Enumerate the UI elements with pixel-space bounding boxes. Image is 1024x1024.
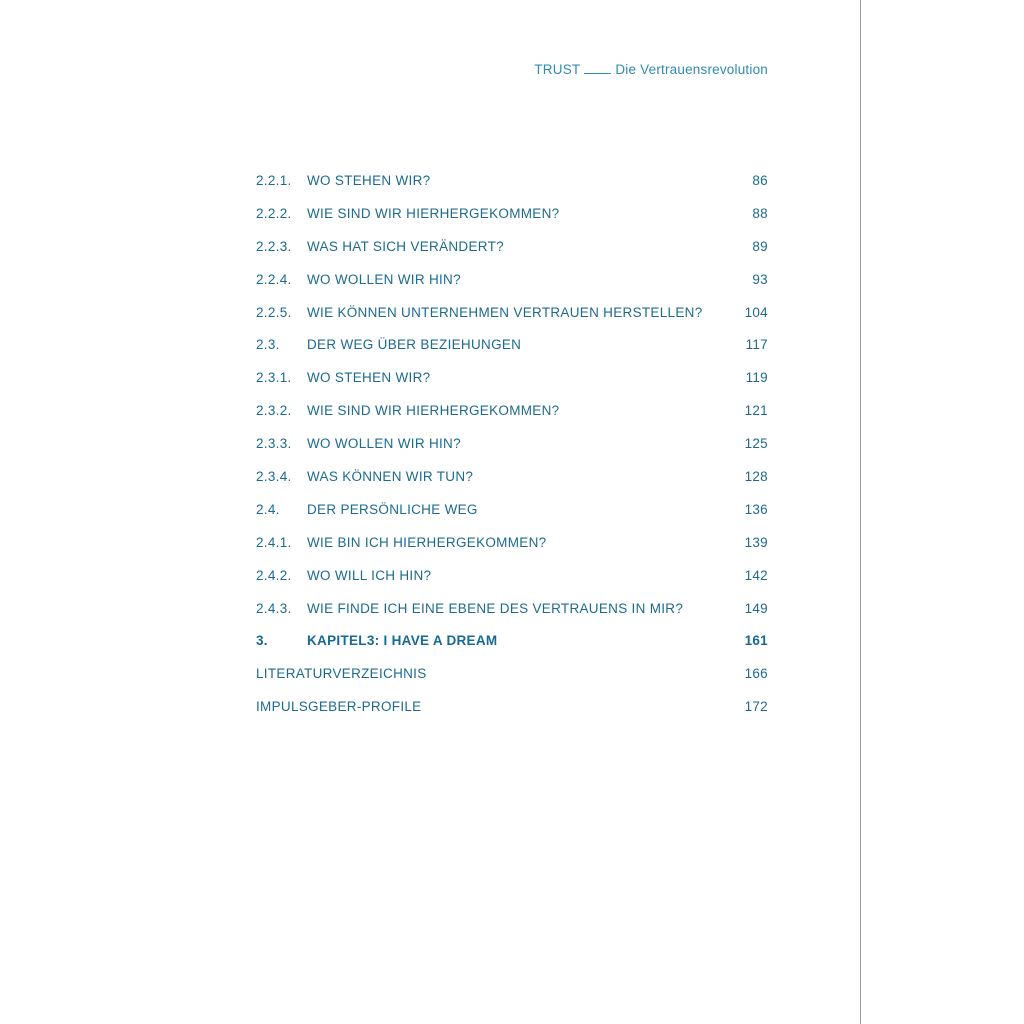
book-title: TRUST [534, 62, 581, 77]
toc-entry-page-number: 104 [744, 304, 768, 320]
toc-entry-title: WAS KÖNNEN WIR TUN? [307, 469, 474, 485]
toc-entry[interactable] [256, 367, 768, 400]
toc-entry-page-number: 142 [744, 567, 768, 583]
toc-entry-page-number: 172 [744, 699, 768, 715]
toc-entry[interactable] [256, 302, 768, 335]
toc-entry-title: WO WOLLEN WIR HIN? [307, 271, 461, 287]
toc-entry-number: 2.4.1. [256, 534, 292, 550]
toc-entry-page-number: 88 [752, 205, 768, 221]
toc-entry[interactable] [256, 433, 768, 466]
toc-entry-page-number: 125 [744, 436, 768, 452]
toc-entry-number: 2.4.2. [256, 567, 292, 583]
toc-entry-title: DER PERSÖNLICHE WEG [307, 501, 478, 517]
toc-entry-number: 2.4.3. [256, 600, 292, 616]
toc-entry-title: WO STEHEN WIR? [307, 370, 431, 386]
toc-entry[interactable] [256, 663, 768, 696]
toc-entry[interactable] [256, 565, 768, 598]
toc-entry-number: 2.3.4. [256, 469, 292, 485]
toc-entry-title: WO WILL ICH HIN? [307, 567, 432, 583]
toc-entry[interactable] [256, 630, 768, 663]
toc-entry-number: 2.2.5. [256, 304, 292, 320]
toc-entry-number: 2.3. [256, 337, 280, 353]
toc-entry-number: 2.2.2. [256, 205, 292, 221]
toc-entry-number: 2.2.1. [256, 173, 292, 188]
toc-entry-number: 3. [256, 633, 268, 649]
toc-entry-number: 2.2.4. [256, 271, 292, 287]
toc-entry-title: IMPULSGEBER-PROFILE [256, 699, 422, 715]
toc-entry[interactable] [256, 170, 768, 203]
toc-entry-title: WAS HAT SICH VERÄNDERT? [307, 238, 504, 254]
toc-entry-title: LITERATURVERZEICHNIS [256, 666, 427, 682]
toc-entry[interactable] [256, 269, 768, 302]
toc-entry-page-number: 119 [745, 370, 768, 386]
toc-entry-number: 2.3.2. [256, 403, 292, 419]
toc-entry-page-number: 149 [744, 600, 768, 616]
toc-entry-title: WIE KÖNNEN UNTERNEHMEN VERTRAUEN HERSTELLEN? [307, 304, 703, 320]
toc-entry-title: WIE FINDE ICH EINE EBENE DES VERTRAUENS IN MIR? [307, 600, 684, 616]
toc-entry-page-number: 139 [744, 534, 768, 550]
toc-entry-number: 2.3.1. [256, 370, 292, 386]
toc-entry-page-number: 161 [744, 633, 768, 649]
toc-entry-title: KAPITEL3: I HAVE A DREAM [307, 633, 498, 649]
toc-entry[interactable] [256, 203, 768, 236]
toc-entry-number: 2.4. [256, 501, 280, 517]
book-subtitle: Die Vertrauensrevolution [615, 62, 768, 77]
toc-entry[interactable] [256, 236, 768, 269]
toc-entry-page-number: 136 [744, 501, 768, 517]
page-edge-divider [860, 0, 861, 1024]
toc-entry-title: WIE SIND WIR HIERHERGEKOMMEN? [307, 403, 560, 419]
toc-entry[interactable] [256, 696, 768, 729]
toc-entry-page-number: 128 [744, 469, 768, 485]
toc-entry-title: WO STEHEN WIR? [307, 173, 431, 188]
toc-entry-number: 2.3.3. [256, 436, 292, 452]
toc-entry[interactable] [256, 532, 768, 565]
title-separator-rule [584, 73, 611, 74]
toc-entry-title: DER WEG ÜBER BEZIEHUNGEN [307, 337, 522, 353]
toc-entry-page-number: 117 [745, 337, 768, 353]
toc-entry-number: 2.2.3. [256, 238, 292, 254]
toc-entry[interactable] [256, 334, 768, 367]
toc-entry-page-number: 93 [752, 271, 768, 287]
toc-entry-title: WO WOLLEN WIR HIN? [307, 436, 461, 452]
toc-entry[interactable] [256, 598, 768, 631]
toc-entry-page-number: 166 [744, 666, 768, 682]
toc-entry-page-number: 121 [744, 403, 768, 419]
toc-entry[interactable] [256, 466, 768, 499]
toc-entry-page-number: 86 [752, 173, 768, 188]
toc-entry-title: WIE SIND WIR HIERHERGEKOMMEN? [307, 205, 560, 221]
toc-entry-title: WIE BIN ICH HIERHERGEKOMMEN? [307, 534, 547, 550]
toc-entry-page-number: 89 [752, 238, 768, 254]
table-of-contents [256, 170, 768, 729]
running-head [534, 62, 768, 77]
toc-entry[interactable] [256, 400, 768, 433]
toc-entry[interactable] [256, 499, 768, 532]
